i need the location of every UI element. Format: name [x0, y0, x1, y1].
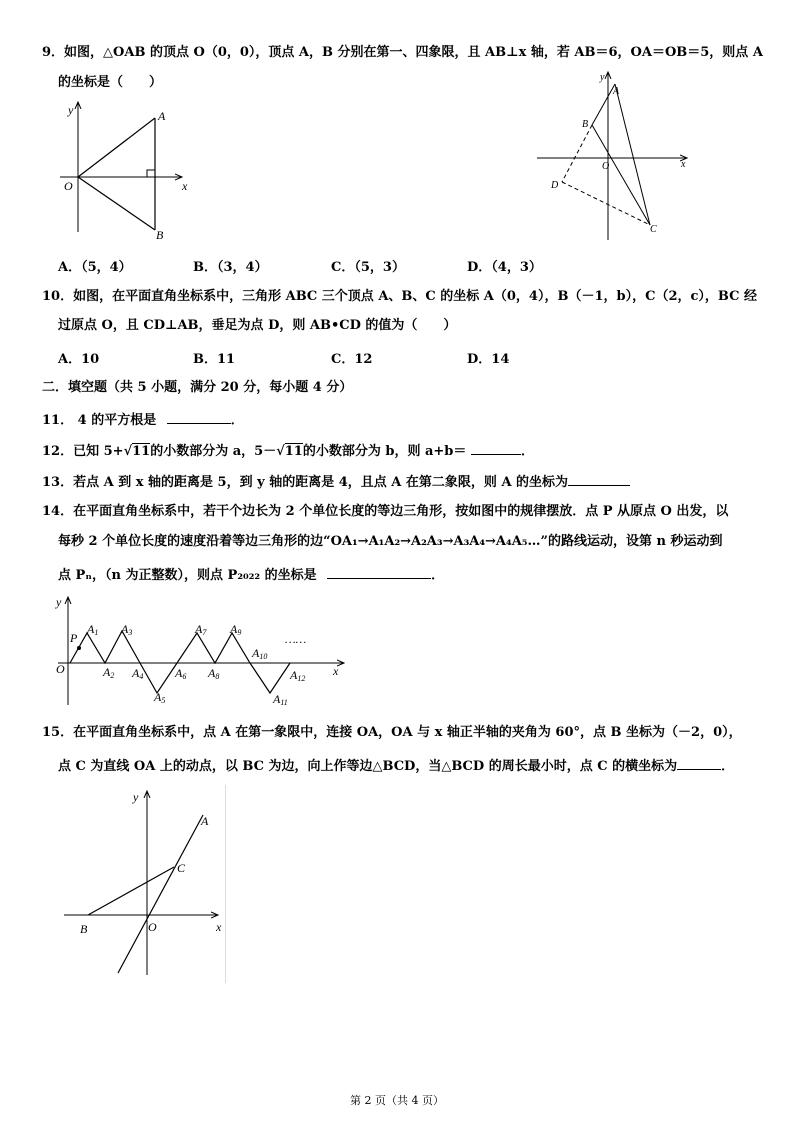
- right-angle-mark: [147, 170, 155, 177]
- label-A6: A6: [175, 666, 187, 681]
- point-P: [77, 646, 81, 650]
- sqrt-sign: √: [123, 444, 133, 459]
- label-A11: A11: [273, 692, 288, 707]
- q12-radicand-1: 11: [132, 444, 151, 459]
- segment-OA: [78, 118, 155, 177]
- q10-line2: 过原点 O，且 CD⊥AB，垂足为点 D，则 AB•CD 的值为（ ）: [58, 318, 457, 333]
- q11: [42, 410, 244, 430]
- label-O: O: [148, 920, 157, 934]
- label-A1: A1: [87, 622, 99, 637]
- label-A4: A4: [132, 666, 144, 681]
- q10-option-d: D．14: [467, 352, 510, 367]
- label-x: x: [333, 664, 339, 678]
- q13-answer-blank[interactable]: [568, 472, 630, 486]
- label-B: B: [582, 119, 589, 130]
- label-x: x: [681, 159, 686, 170]
- q9-line2: 的坐标是（ ）: [58, 75, 163, 90]
- q10-option-b: B．11: [193, 352, 236, 367]
- q11-end: ．: [230, 413, 244, 428]
- q13: [42, 472, 630, 492]
- q9-option-c: C．（5，3）: [331, 260, 405, 275]
- label-y: y: [133, 790, 139, 804]
- segment-AC: [615, 84, 650, 225]
- label-A10: A10: [252, 646, 268, 661]
- label-A12: A12: [290, 668, 306, 683]
- label-O: O: [602, 161, 610, 172]
- q9-option-d: D．（4，3）: [467, 260, 542, 275]
- q12-mid: 的小数部分为 a，5－: [150, 444, 277, 459]
- label-O: O: [64, 179, 73, 193]
- q15-line2: [58, 756, 734, 776]
- label-C: C: [650, 224, 657, 235]
- label-D: D: [551, 180, 559, 191]
- q9-figure-1: [50, 100, 200, 240]
- q9-figure-2: [535, 70, 695, 242]
- triangle-path: [70, 631, 290, 693]
- label-B: B: [80, 922, 88, 936]
- q14-line2: 每秒 2 个单位长度的速度沿着等边三角形的边“OA₁→A₁A₂→A₂A₃→A₃A₄→A₄A₅…”的路线运动，设第 n 秒运动到: [58, 534, 723, 549]
- label-O: O: [56, 662, 65, 676]
- segment-OB: [78, 177, 155, 230]
- q14-line1: 14．在平面直角坐标系中，若干个边长为 2 个单位长度的等边三角形，按如图中的规律摆放．点 P 从原点 O 出发，以: [42, 504, 729, 519]
- segment-BD-dashed: [562, 125, 592, 182]
- q12-radicand-2: 11: [284, 444, 303, 459]
- q12-pre: 12．已知 5+: [42, 444, 124, 459]
- page-footer: 第 2 页（共 4 页）: [350, 1094, 444, 1107]
- q10-option-c: C．12: [331, 352, 373, 367]
- label-y: y: [56, 595, 62, 609]
- label-A: A: [613, 86, 620, 97]
- label-C: C: [177, 861, 186, 875]
- q14-figure: [50, 593, 350, 708]
- segment-AB: [592, 84, 615, 125]
- label-ellipsis: ……: [285, 632, 307, 646]
- q10-option-a: A．10: [58, 352, 100, 367]
- q13-text: 13．若点 A 到 x 轴的距离是 5，到 y 轴的距离是 4，且点 A 在第二象限，则 A 的坐标为: [42, 475, 569, 490]
- label-A5: A5: [154, 690, 166, 705]
- q11-text: 11． 4 的平方根是: [42, 413, 157, 428]
- q14-line3-text: 点 Pₙ，（n 为正整数），则点 P₂₀₂₂ 的坐标是: [58, 568, 317, 583]
- q11-answer-blank[interactable]: [167, 410, 231, 424]
- figure-border: [225, 785, 226, 983]
- q14-end: ．: [431, 568, 445, 583]
- q9-option-b: B．（3，4）: [193, 260, 268, 275]
- q9-option-a: A．（5，4）: [58, 260, 132, 275]
- q15-end: ．: [721, 759, 735, 774]
- sqrt-sign: √: [276, 444, 285, 459]
- q10-line1: 10．如图，在平面直角坐标系中，三角形 ABC 三个顶点 A、B、C 的坐标 A（0，4），B（－1，b），C（2，c），BC 经: [42, 289, 758, 304]
- segment-BC: [592, 125, 650, 225]
- q14-answer-blank[interactable]: [327, 565, 431, 579]
- q12-answer-blank[interactable]: [471, 441, 521, 455]
- segment-DC-dashed: [562, 182, 650, 225]
- section-heading: 二．填空题（共 5 小题，满分 20 分，每小题 4 分）: [42, 380, 353, 395]
- label-A2: A2: [103, 665, 115, 680]
- q12-post: 的小数部分为 b，则 a+b＝: [302, 444, 467, 459]
- label-y: y: [600, 72, 605, 83]
- segment-BC: [88, 867, 174, 915]
- label-A: A: [201, 814, 209, 828]
- label-A9: A9: [230, 622, 242, 637]
- q9-line1: 9．如图，△OAB 的顶点 O（0，0），顶点 A，B 分别在第一、四象限，且 AB⊥x 轴，若 AB＝6，OA＝OB＝5，则点 A: [42, 45, 763, 60]
- label-P: P: [70, 631, 78, 645]
- q14-line3: [58, 565, 444, 585]
- label-B: B: [156, 228, 164, 242]
- q15-answer-blank[interactable]: [677, 756, 721, 770]
- label-y: y: [68, 103, 74, 117]
- q15-line1: 15．在平面直角坐标系中，点 A 在第一象限中，连接 OA，OA 与 x 轴正半轴的夹角为 60°，点 B 坐标为（－2，0），: [42, 725, 742, 740]
- q15-line2-text: 点 C 为直线 OA 上的动点，以 BC 为边，向上作等边△BCD，当△BCD 的周长最小时，点 C 的横坐标为: [58, 759, 678, 774]
- q12-end: ．: [520, 444, 534, 459]
- line-OA: [118, 815, 203, 973]
- label-A8: A8: [208, 666, 220, 681]
- label-x: x: [182, 179, 188, 193]
- label-x: x: [216, 920, 222, 934]
- label-A7: A7: [195, 622, 207, 637]
- label-A: A: [158, 109, 166, 123]
- q12: [42, 441, 534, 461]
- q15-figure: [60, 785, 230, 985]
- label-A3: A3: [121, 622, 133, 637]
